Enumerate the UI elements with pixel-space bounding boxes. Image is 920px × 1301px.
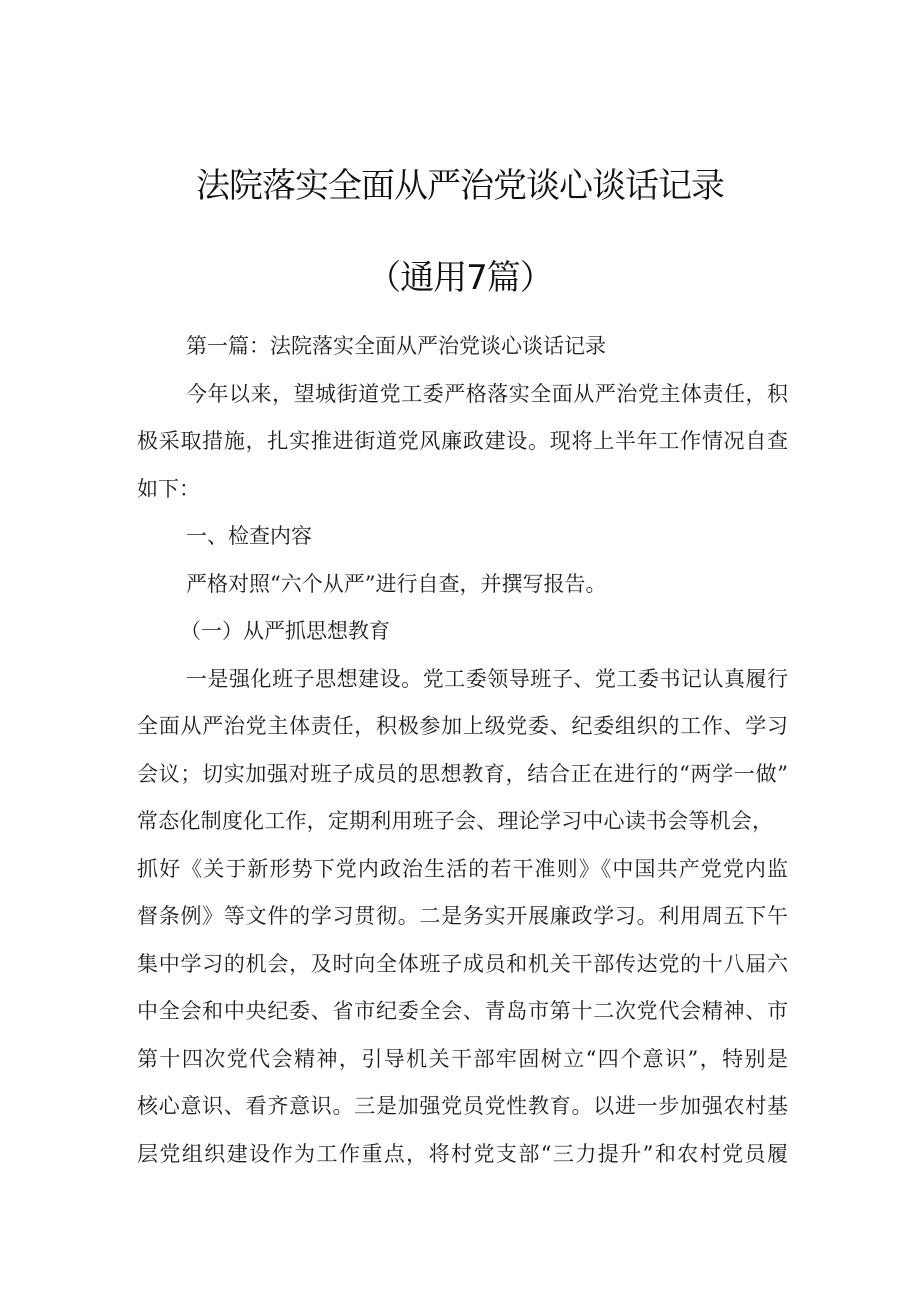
subheading: （一）从严抓思想教育 [180, 619, 390, 643]
document-title: 法院落实全面从严治党谈心谈话记录 [196, 166, 724, 206]
paragraph-line: 督条例》等文件的学习贯彻。二是务实开展廉政学习。利用周五下午 [137, 904, 788, 928]
paragraph-line: 常态化制度化工作，定期利用班子会、理论学习中心读书会等机会， [137, 809, 773, 833]
paragraph-line: 层党组织建设作为工作重点，将村党支部“三力提升”和农村党员履 [137, 1142, 788, 1166]
paragraph-line: 如下： [137, 477, 200, 501]
paragraph-line: 中全会和中央纪委、省市纪委全会、青岛市第十二次党代会精神、市 [137, 999, 788, 1023]
section-heading: 第一篇：法院落实全面从严治党谈心谈话记录 [186, 334, 606, 358]
paragraph-line: 第十四次党代会精神，引导机关干部牢固树立“四个意识”，特别是 [137, 1047, 788, 1071]
paragraph-line: 严格对照“六个从严”进行自查，并撰写报告。 [186, 572, 607, 596]
paragraph-line: 会议；切实加强对班子成员的思想教育，结合正在进行的“两学一做” [137, 762, 788, 786]
paragraph-line: 抓好《关于新形势下党内政治生活的若干准则》《中国共产党党内监 [137, 857, 788, 881]
paragraph-line: 集中学习的机会，及时向全体班子成员和机关干部传达党的十八届六 [137, 952, 788, 976]
paragraph-line: 今年以来，望城街道党工委严格落实全面从严治党主体责任，积 [186, 382, 788, 406]
paragraph-line: 核心意识、看齐意识。三是加强党员党性教育。以进一步加强农村基 [137, 1094, 788, 1118]
paragraph-line: 全面从严治党主体责任，积极参加上级党委、纪委组织的工作、学习 [137, 714, 788, 738]
document-subtitle: （通用7篇） [367, 258, 553, 298]
heading-level-1: 一、检查内容 [186, 524, 312, 548]
paragraph-line: 一是强化班子思想建设。党工委领导班子、党工委书记认真履行 [186, 667, 788, 691]
paragraph-line: 极采取措施，扎实推进街道党风廉政建设。现将上半年工作情况自查 [137, 429, 788, 453]
